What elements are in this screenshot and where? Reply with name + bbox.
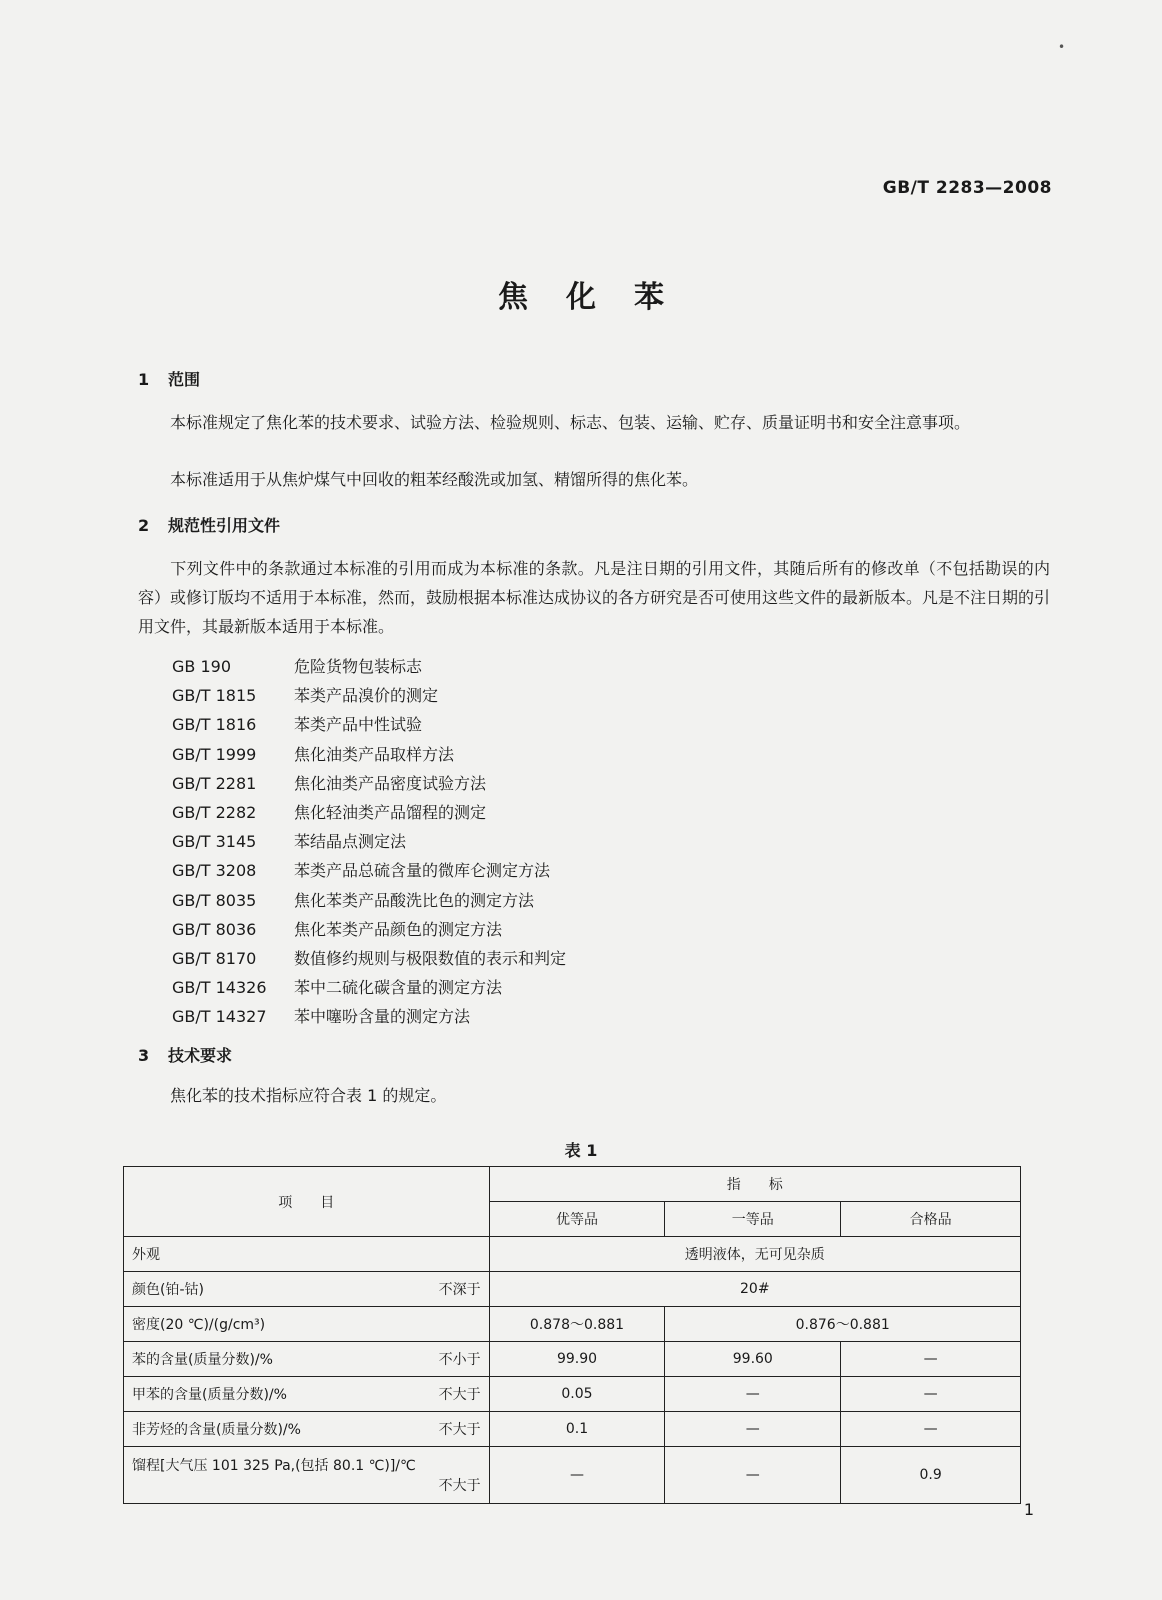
header-index: 指 标 (489, 1167, 1020, 1202)
grade-premium: 优等品 (489, 1202, 665, 1237)
section-2-heading: 2 规范性引用文件 (138, 516, 281, 535)
reference-item: GB/T 8170 数值修约规则与极限数值的表示和判定 (172, 948, 567, 968)
table-row: 颜色(铂-钴) 不深于 20# (124, 1272, 1021, 1307)
table-row: 非芳烃的含量(质量分数)/% 不大于 0.1 — — (124, 1412, 1021, 1447)
reference-item: GB/T 8036 焦化苯类产品颜色的测定方法 (172, 919, 503, 939)
reference-item: GB/T 3145 苯结晶点测定法 (172, 832, 407, 852)
reference-item: GB 190 危险货物包装标志 (172, 657, 423, 676)
table-row: 苯的含量(质量分数)/% 不小于 99.90 99.60 — (124, 1342, 1021, 1377)
reference-item: GB/T 2282 焦化轻油类产品馏程的测定 (172, 802, 487, 822)
scan-speck: • (1058, 40, 1066, 54)
table-header-row (124, 1167, 1021, 1202)
grade-first: 一等品 (665, 1202, 841, 1237)
document-title: 焦化苯 (498, 280, 702, 315)
scope-paragraph-1: 本标准规定了焦化苯的技术要求、试验方法、检验规则、标志、包装、运输、贮存、质量证明书和安全注意事项。 (170, 413, 971, 432)
reference-item: GB/T 2281 焦化油类产品密度试验方法 (172, 773, 487, 793)
table-row: 外观 透明液体，无可见杂质 (124, 1237, 1021, 1272)
table-caption: 表 1 (564, 1141, 598, 1160)
reference-item: GB/T 1999 焦化油类产品取样方法 (172, 744, 455, 764)
reference-item: GB/T 8035 焦化苯类产品酸洗比色的测定方法 (172, 890, 535, 910)
reference-item: GB/T 14326 苯中二硫化碳含量的测定方法 (172, 978, 503, 998)
reference-item: GB/T 14327 苯中噻吩含量的测定方法 (172, 1007, 471, 1027)
table-row: 密度(20 ℃)/(g/cm³) 0.878～0.881 0.876～0.881 (124, 1307, 1021, 1342)
tech-paragraph: 焦化苯的技术指标应符合表 1 的规定。 (170, 1086, 447, 1105)
grade-qualified: 合格品 (841, 1202, 1021, 1237)
table-row: 甲苯的含量(质量分数)/% 不大于 0.05 — — (124, 1377, 1021, 1412)
reference-item: GB/T 1816 苯类产品中性试验 (172, 715, 423, 735)
spec-table (123, 1166, 1021, 1504)
section-3-heading: 3 技术要求 (138, 1046, 233, 1065)
header-item: 项 目 (124, 1167, 490, 1237)
table-row: 馏程[大气压 101 325 Pa,(包括 80.1 ℃)]/℃ 不大于 — — 0.9 (124, 1447, 1021, 1504)
scope-paragraph-2: 本标准适用于从焦炉煤气中回收的粗苯经酸洗或加氢、精馏所得的焦化苯。 (170, 470, 699, 489)
reference-item: GB/T 1815 苯类产品溴价的测定 (172, 686, 439, 706)
standard-number: GB/T 2283—2008 (882, 178, 1052, 198)
page-number: 1 (1023, 1500, 1034, 1519)
reference-list (172, 652, 566, 1031)
reference-item: GB/T 3208 苯类产品总硫含量的微库仑测定方法 (172, 861, 551, 881)
normative-paragraph: 下列文件中的条款通过本标准的引用而成为本标准的条款。凡是注日期的引用文件，其随后所有的修改单（不包括勘误的内容）或修订版均不适用于本标准，然而，鼓励根据本标准达成协议的各方研究是否可使用这些文件的最新版本。凡是不注日期的引用文件，其最新版本适用于本标准。 (138, 559, 1051, 636)
section-1-heading: 1 范围 (138, 370, 201, 389)
